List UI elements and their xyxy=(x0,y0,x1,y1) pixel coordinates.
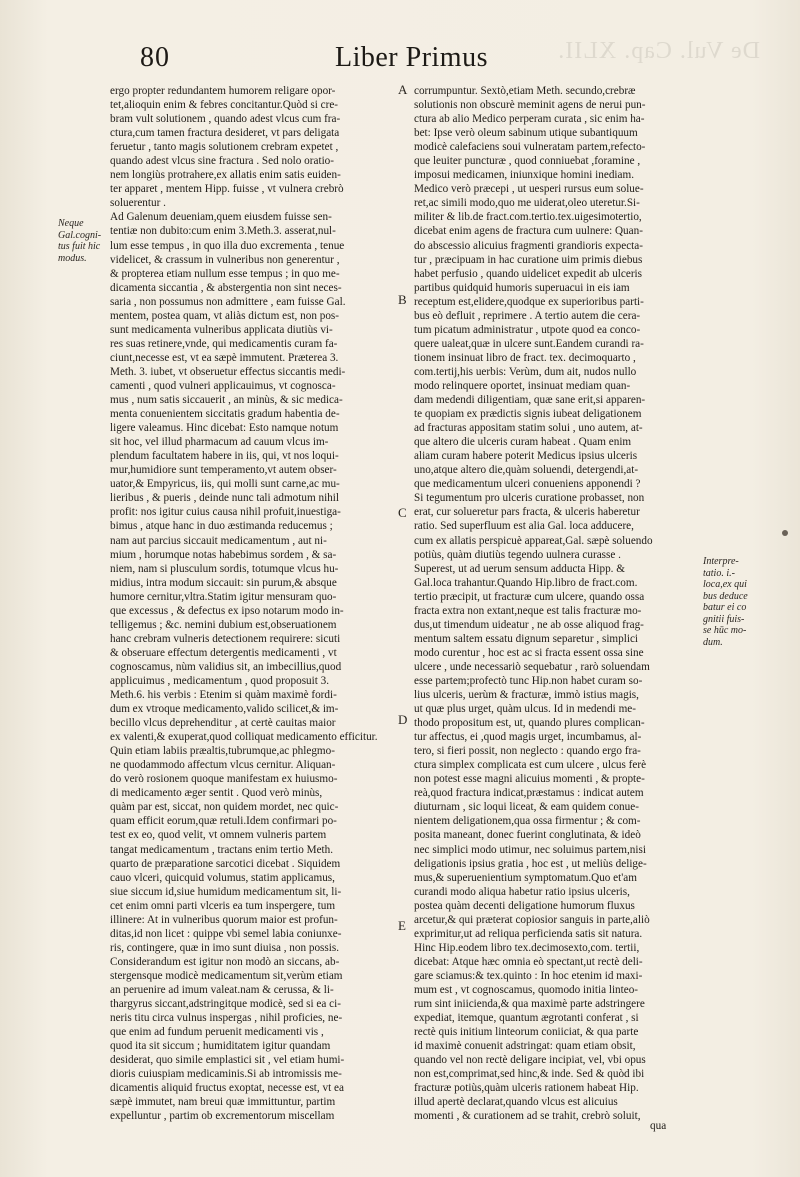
running-title: Liber Primus xyxy=(335,42,488,73)
margin-letter-d: D xyxy=(398,712,408,727)
margin-letter-c: C xyxy=(398,505,407,520)
page-number: 80 xyxy=(140,42,170,73)
margin-note-right: Interpre- tatio. i.- loca,ex qui bus deduce batur ei co gnitii fuis- se hūc mo- dum. xyxy=(703,556,748,648)
margin-note-left: Neque Gal.cogni- tus fuit hic modus. xyxy=(58,218,102,264)
page-header xyxy=(0,42,800,82)
margin-letter-a: A xyxy=(398,82,408,97)
margin-letter-e: E xyxy=(398,918,406,933)
text-column-left: ergo propter redundantem humorem religare opor- tet,alioquin enim & febres concitantur.Quòd si cre- bram vult solutionem , quando adest vlcus cum fra- ctura,cum tamen fractura desideret, vt pars deligata feruetur , tanto magis solutionem crebram expetet , quando adest vlcus sine fractura . Sed nolo oratio- nem longiùs protrahere,ex allatis enim satis euiden- ter apparet , mentem Hipp. fuisse , vt vulnera crebrò soluerentur . Ad Galenum deueniam,quem eiusdem fuisse sen- tentiæ non dubito:cum enim 3.Meth.3. asserat,nul- lum esse tempus , in quo illa duo excrementa , tenue videlicet, & crassum in vulneribus non generentur , & propterea etiam nullum esse tempus ; in quo me- dicamenta siccantia , & abstergentia non sint neces- saria , non possumus non admittere , eam fuisse Gal. mentem, postea quam, vt aliàs dictum est, non pos- sunt medicamenta vulneribus applicata diutiùs vi- res suas retinere,vnde, qui medicamentis curam fa- ciunt,necesse est, vt ea sæpè immutent. Præterea 3. Meth. 3. iubet, vt obseruetur effectus siccantis medi- camenti , quod vulneri applicauimus, vt cognosca- mus , num satis siccauerit , an minùs, & sic medica- menta conuenientem siccitatis gradum habentia de- ligere valeamus. Hinc dicebat: Esto namque notum sit hoc, vel illud pharmacum ad cauum vlcus im- plendum facultatem habere in iis, qui, vt nos loqui- mur,humidiore sunt temperamento,vt autem obser- uator,& Empyricus, iis, qui molli sunt carne,ac mu- lieribus , & pueris , deinde nunc tali admotum nihil profit: nos igitur cuius causa nihil profuit,inuestiga- bimus , atque hanc in duo æstimanda reducemus ; nam aut parcius siccauit medicamentum , aut ni- mium , horumque notas habebimus sordem , & sa- niem, nam si plusculum sordis, totumque vlcus hu- midius, intra modum siccauit: sin purum,& absque humore cernitur,vltra.Statim igitur mensuram quo- que excessus , & defectus ex ipso notarum modo in- telligemus ; &c. nemini dubium est,obseruationem hanc crebram vulneris detectionem requirere: sicuti & obseruare effectum detergentis medicamenti , vt cognoscamus, nùm validius sit, an imbecillius,quod applicuimus , medicamentum , quod proposuit 3. Meth.6. his verbis : Etenim si quàm maximè fordi- dum ex vtroque medicamento,valido scilicet,& im- becillo vlcus deprehenditur , at certè cauitas maior ex valenti,& exuperat,quod colliquat medicamento efficitur. Quin etiam labiis præaltis,tubrumque,ac phlegmo- ne quodammodo affectum vlcus cernitur. Aliquan- do verò rosionem quoque manifestam ex huiusmo- di medicamento æger sentit . Quod verò minùs, quàm par est, siccat, non quidem mordet, nec quic- quam efficit eorum,quæ retuli.Idem confirmari po- test ex eo, quod velit, vt omnem vulneris partem tangat medicamentum , tractans enim tertio Meth. quarto de præparatione sarcotici dicebat . Siquidem cauo vlceri, quicquid volumus, statim applicamus, siue siccum id,siue humidum medicamentum sit, li- cet enim omni parti vlceris ea tum inspergere, tum illinere: At in vulneribus quorum maior est profun- ditas,id non licet : quippe vbi semel labia coniunxe- ris, contingere, quæ in imo sunt diuisa , non possis. Considerandum est igitur non modò an siccans, ab- stergensque modicè medicamentum sit,verùm etiam an peruenire ad imum valeat.nam & cerussa, & li- thargyrus siccant,adstringitque modicè, sed si ea ci- neris titu circa vulnus inspergas , nihil proficies, ne- que enim ad fundum peruenit medicamenti vis , quod ita sit siccum ; humiditatem igitur quandam desiderat, quo simile emplastici sit , vel etiam humi- dioris cuiuspiam medicaminis.Si ab intromissis me- dicamentis aliquid fructus exoptat, necesse est, vt ea sæpè immutet, nam breui quæ immittuntur, partim expelluntur , partim ob excrementorum miscellam xyxy=(110,85,378,1123)
bleed-through-text: De Vul. Cap. XLII. xyxy=(557,38,760,64)
text-column-right: corrumpuntur. Sextò,etiam Meth. secundo,crebræ solutionis non obscurè meminit agens de nerui pun- ctura ab alio Medico perperam curata , sic enim ha- bet: Ipse verò oleum sabinum utique subantiquum modicè calefaciens soui vulneratam partem,refecto- que leuiter puncturæ , quod conniuebat ,foramine , imposui medicamen, iniunxique homini inediam. Medico verò præcepi , ut uesperi rursus eum solue- ret,ac simili modo,quo me uiderat,oleo uteretur.Si- militer & lib.de fract.com.tertio.tex.uigesimotertio, dicebat enim agens de fractura cum uulnere: Quan- do abscessio alicuius fragmenti grandioris expecta- tur , præcipuam in hac curatione uim primis diebus habet perfusio , quando uidelicet expedit ab ulceris partibus quidquid humoris superuacui in eis iam receptum est,elidere,quodque ex superioribus parti- bus eò defluit , reprimere . A tertio autem die cera- tum picatum administratur , utpote quod ea conco- quere ualeat,quæ in ulcere sunt.Eandem curandi ra- tionem insinuat libro de fract. tex. decimoquarto , com.tertij,his uerbis: Verùm, dum ait, nudos nullo modo relinquere oportet, insinuat mediam quan- dam medendi diligentiam, quæ sane erit,si apparen- te quopiam ex prædictis signis iubeat deligationem ad fracturas appositam statim solui , uno autem, at- que altero die ulceris curam habeat . Quam enim aliam curam habere poterit Medicus ipsius ulceris uno,atque altero die,quàm soluendi, detergendi,at- que medicamentum ulceri conueniens apponendi ? Si tegumentum pro ulceris curatione probasset, non erat, cur solueretur pars fracta, & ulceris haberetur ratio. Sed superfluum est alia Gal. loca adducere, cum ex allatis perspicuè appareat,Gal. sæpè soluendo potiùs, quàm diutiùs tegendo uulnera curasse . Superest, ut ad uerum sensum adducta Hipp. & Gal.loca trahantur.Quando Hip.libro de fract.com. tertio præcipit, ut fracturæ cum ulcere, quando ossa fracta extra non extant,neque est talis fracturæ mo- dus,ut timendum uideatur , ne ab osse aliquod frag- mentum saltem essatu dignum separetur , simplici modo curentur , hoc est ac si fracta essent ossa sine ulcere , unde necessariò sequebatur , rarò soluendam esse partem;profectò tunc Hip.non habet curam so- lius ulceris, uerùm & fracturæ, immò istius magis, ut quæ plus urget, quàm ulcus. Id in medendi me- thodo propositum est, ut, quando plures complican- tur affectus, ei ,quod magis urget, incumbamus, al- tero, si fieri possit, non neglecto : quando ergo fra- ctura simplex complicata est cum ulcere , ulcus ferè non potest esse magni alicuius momenti , & propte- reà,quod fractura indicat,præstamus : indicat autem diuturnam , sic loqui liceat, & eam quidem conue- nientem deligationem,qua ossa firmentur ; & com- posita maneant, donec fuerint conglutinata, & ideò nec simplici modo utimur, nec soluimus partem,nisi deligationis ipsius gratia , hoc est , ut meliùs delige- mus,& superuenientium symptomatum.Quo et'am curandi modo aliqua habetur ratio ipsius ulceris, postea quàm decenti deligatione humorum fluxus arcetur,& qui præterat copiosior sanguis in parte,aliò exprimitur,ut ad reliqua perficienda satis sit natura. Hinc Hip.eodem libro tex.decimosexto,com. tertii, dicebat: Atque hæc omnia eò spectant,ut rectè deli- gare sciamus:& tex.quinto : In hoc etenim id maxi- mum est , vt cognoscamus, quomodo initia linteo- rum sint iniicienda,& qua maximè parte adstringere expediat, itemque, quantum ægrotanti conferat , si rectè quis initium linteorum coniiciat, & qua parte id maximè conuenit adstringat: quam etiam obsit, quando vel non rectè deligare incipiat, vel, vbi opus non est,comprimat,sed hinc,& inde. Sed & quòd ibi fracturæ potiùs,quàm ulceris rationem habeat Hip. illud apertè declarat,quando vlcus est alicuius momenti , & curationem ad se trahit, crebrò soluit, xyxy=(414,85,653,1123)
ink-spot xyxy=(782,530,788,536)
margin-letter-b: B xyxy=(398,292,407,307)
catchword: qua xyxy=(650,1120,667,1132)
